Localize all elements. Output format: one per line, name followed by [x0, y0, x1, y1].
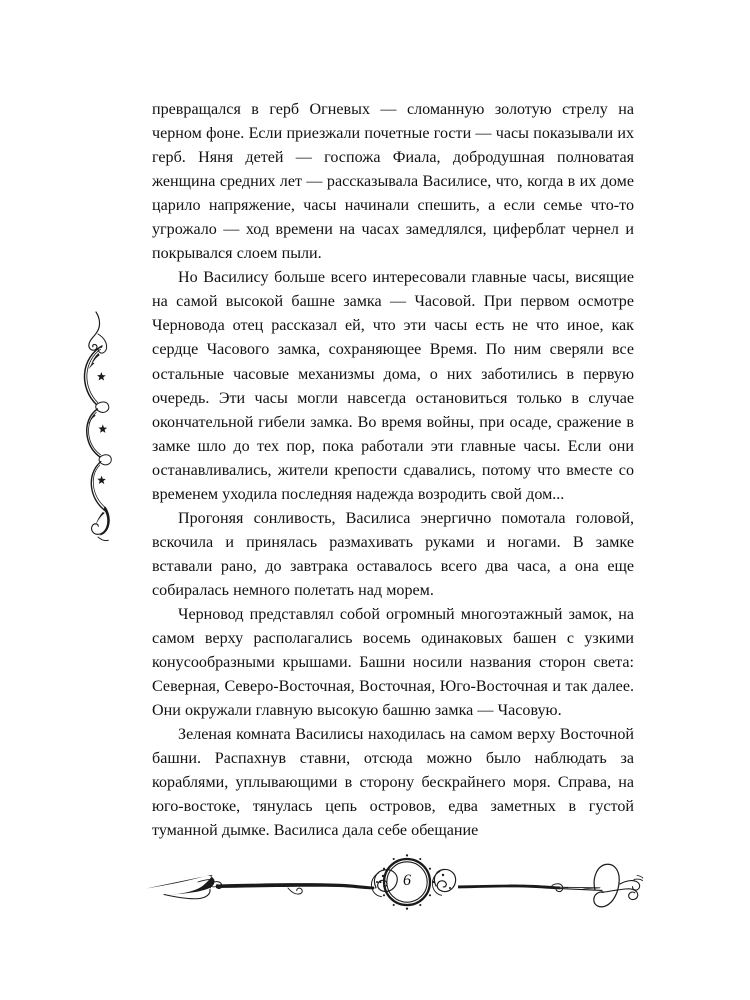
- star-flower-icon: [97, 476, 106, 485]
- vine-flourish-ornament: [74, 306, 122, 554]
- footer-ornament: [140, 846, 650, 926]
- paragraph: Черновод представлял собой огромный многоэтажный замок, на самом верху располагались восемь одинаковых башен с узкими конусообразными крышами. Башни носили названия сторон света: Северная, Северо-Восточная, Восточная, Юго-Восточная и так далее. Они окружали главную высокую башню замка — Часовую.: [152, 605, 634, 720]
- page-number: 6: [403, 872, 411, 889]
- star-flower-icon: [99, 424, 108, 433]
- paragraph: Прогоняя сонливость, Василиса энергично помотала головой, вскочила и принялась размахивать руками и ногами. В замке вставали рано, до завтрака оставалось всего два часа, а она еще собиралась немного полетать над морем.: [152, 509, 634, 599]
- paragraph: Зеленая комната Василисы находилась на самом верху Восточной башни. Распахнув ставни, отсюда можно было наблюдать за кораблями, уплывающими в сторону бескрайнего моря. Справа, на юго-востоке, тянулась цепь островов, едва заметных в густой туманной дымке. Василиса дала себе обещание: [152, 726, 634, 840]
- star-flower-icon: [97, 372, 106, 381]
- paragraph: превращался в герб Огневых — сломанную золотую стрелу на черном фоне. Если приезжали почетные гости — часы показывали их герб. Няня детей — госпожа Фиала, добродушная полноватая женщина средних лет — рассказывала Василисе, что, когда в их доме царило напряжение, часы начинали спешить, а если семье что-то угрожало — ход времени на часах замедлялся, циферблат чернел и покрывался слоем пыли.: [152, 101, 634, 263]
- paragraph: Но Василису больше всего интересовали главные часы, висящие на самой высокой башне замка — Часовой. При первом осмотре Черновода отец рассказал ей, что эти часы есть не что иное, как сердце Часового замка, сохраняющее Время. По ним сверяли все остальные часовые механизмы дома, о них заботились в первую очередь. Эти часы могли навсегда остановиться только в случае окончательной гибели замка. Во время войны, при осаде, сражение в замке шло до тех пор, пока работали эти главные часы. Если они останавливались, жители крепости сдавались, потому что вместе со временем уходила последняя надежда возродить свой дом...: [152, 269, 634, 503]
- body-text-column: [152, 98, 634, 843]
